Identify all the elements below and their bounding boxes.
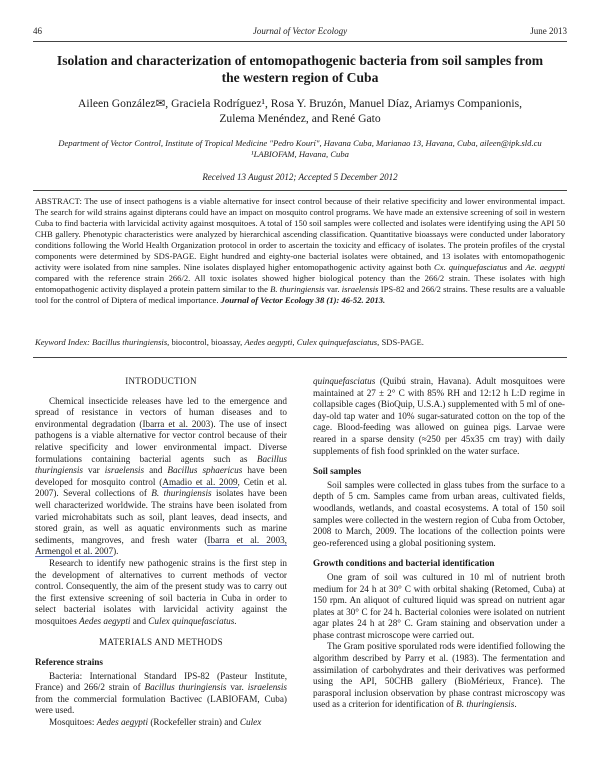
- author-line-1: Aileen González✉, Graciela Rodríguez¹, Rosa Y. Bruzón, Manuel Díaz, Ariamys Companionis,: [78, 97, 522, 110]
- intro-paragraph-1: Chemical insecticide releases have led to the emergence and spread of resistance in vectors of human diseases and to environmental degradation (Ibarra et al. 2003). The use of insect pathogens is a viable alternative for vector control because of their relative specificity and lower environmental impact. Diverse formulations containing bacterial agents such as Bacillus thuringiensis var israelensis and Bacillus sphaericus have been developed for mosquito control (Amadio et al. 2009, Cetin et al. 2007). Several collections of B. thuringiensis isolates have been well characterized worldwide. The strains have been isolated from varied microhabitats such as soil, plant leaves, dead insects, and stored grain, as well as aquatic environments such as marine sediments, mangroves, and fresh water (Ibarra et al. 2003, Armengol et al. 2007).: [35, 395, 288, 557]
- abstract-citation: Journal of Vector Ecology 38 (1): 46-52. 2013.: [220, 295, 386, 305]
- citation-link-amadio-2009[interactable]: Amadio et al. 2009: [162, 476, 238, 487]
- methods-heading: MATERIALS AND METHODS: [99, 637, 223, 648]
- article-title: Isolation and characterization of entomopathogenic bacteria from soil samples from the western region of Cuba: [56, 53, 544, 85]
- affiliation-line-1: Department of Vector Control, Institute of Tropical Medicine "Pedro Kourí", Havana Cuba, Marianao 13, Havana, Cuba, aileen@ipk.sld.cu: [58, 138, 542, 148]
- keywords-label: Keyword Index:: [35, 337, 90, 347]
- bacteria-paragraph: Bacteria: International Standard IPS-82 (Pasteur Institute, France) and 266/2 strain of Bacillus thuringiensis var. israelensis from the commercial formulation Bactivec (LABIOFAM, Cuba) were used.: [35, 670, 287, 716]
- author-list: [40, 96, 560, 126]
- header-rule: [33, 41, 567, 42]
- soil-samples-paragraph: Soil samples were collected in glass tubes from the surface to a depth of 5 cm. Samples came from urban areas, cultivated fields, woodlands, wetlands, and coastal ecosystems. A total of 150 soil samples were collected in the western region of Cuba from October, 2008 to March, 2009. The locations of the collection points were geo-referenced using a global positioning system.: [313, 479, 565, 548]
- abstract-bottom-rule: [33, 357, 567, 358]
- citation-link-ibarra-armengol[interactable]: Ibarra et al. 2003, Armengol et al. 2007: [35, 534, 287, 557]
- mosquitoes-paragraph: Mosquitoes: Aedes aegypti (Rockefeller strain) and Culex: [49, 717, 262, 728]
- page-number: 46: [33, 26, 42, 36]
- affiliations: [30, 138, 570, 160]
- intro-paragraph-2: Research to identify new pathogenic strains is the first step in the development of alternatives to current methods of vector control. Consequently, the aim of the present study was to carry out the first extensive screening of soil bacteria in Cuba in order to select bacterial isolates with larvicidal activity against the mosquitoes Aedes aegypti and Culex quinquefasciatus.: [35, 557, 287, 626]
- received-dates: Received 13 August 2012; Accepted 5 December 2012: [202, 172, 398, 182]
- mosquitoes-continued-paragraph: quinquefasciatus (Quibú strain, Havana). Adult mosquitoes were maintained at 27 ± 2° C with 85% RH and 12:12 h L:D regime in collapsible cages (BioQuip, U.S.A.) supplemented with 5 ml of one-day-old tap water and 10% sugar-saturated cotton on the top of the cage. Blood-feeding was allowed on guinea pigs. Larvae were reared in a sparse density (≈250 per 45x35 cm tray) with daily supplements of fish food sprinkled on the water surface.: [313, 376, 565, 456]
- affiliation-line-2: ¹LABIOFAM, Havana, Cuba: [251, 149, 349, 159]
- author-line-2: Zulema Menéndez, and René Gato: [219, 112, 381, 125]
- issue-date: June 2013: [530, 26, 567, 36]
- abstract-label: ABSTRACT:: [35, 196, 82, 206]
- left-column: [35, 376, 287, 729]
- right-column: [313, 376, 565, 711]
- growth-conditions-heading: Growth conditions and bacterial identification: [313, 558, 495, 569]
- journal-name: Journal of Vector Ecology: [252, 26, 348, 36]
- soil-samples-heading: Soil samples: [313, 466, 362, 477]
- growth-paragraph-2: The Gram positive sporulated rods were identified following the algorithm described by Parry et al. (1983). The fermentation and assimilation of carbohydrates and their derivatives was performed using the API, 50CHB gallery (BioMérieux, France). The parasporal inclusion observation by phase contrast microscopy was used as a criterion for identification of B. thuringiensis.: [313, 641, 565, 710]
- growth-paragraph-1: One gram of soil was cultured in 10 ml of nutrient broth medium for 24 h at 30° C with orbital shaking (Retomed, Cuba) at 150 rpm. An aliquot of cultured liquid was spread on nutrient agar plates at 30° C for 24 h. Bacterial colonies were isolated on nutrient agar plates 24 h at 28° C. Gram staining and observation under a phase contrast microscope were carried out.: [313, 571, 565, 640]
- keywords: Keyword Index: Bacillus thuringiensis, biocontrol, bioassay, Aedes aegypti, Culex quinquefasciatus, SDS-PAGE.: [35, 337, 424, 347]
- introduction-heading: INTRODUCTION: [125, 376, 197, 386]
- abstract-top-rule: [33, 190, 567, 191]
- reference-strains-heading: Reference strains: [35, 657, 103, 668]
- abstract: ABSTRACT: The use of insect pathogens is a viable alternative for insect control because of their relative specificity and lower environmental impact. The search for wild strains against dipterans could have an impact on mosquito control programs. We have made an extensive screening of soil in western Cuba to find bacteria with larvicidal activity against mosquitoes. A total of 150 soil samples were collected and isolates were identifying using the API 50 CHB gallery. Phenotypic characteristics were analyzed by hierarchical ascending classification. Quantitative bioassays were conducted under laboratory conditions following the World Health Organization protocol in order to ascertain the toxicity and efficacy of isolates. The protein profiles of the crystal components were determined by SDS-PAGE. Eight hundred and eighty-one bacterial isolates were obtained, and 13 isolates with entomopathogenic activity were isolated from nine samples. Nine isolates displayed higher entomopathogenic activity against both Cx. quinquefasciatus and Ae. aegypti compared with the reference strain 266/2. All toxic isolates showed higher biological potency than the 266/2 strain. These isolates with high entomopathogenic activity displayed a protein pattern similar to the B. thuringiensis var. israelensis IPS-82 and 266/2 strains. These results are a valuable tool for the control of Diptera of medical importance. Journal of Vector Ecology 38 (1): 46-52. 2013.: [35, 196, 566, 305]
- citation-link-ibarra-2003[interactable]: Ibarra et al. 2003: [142, 418, 211, 429]
